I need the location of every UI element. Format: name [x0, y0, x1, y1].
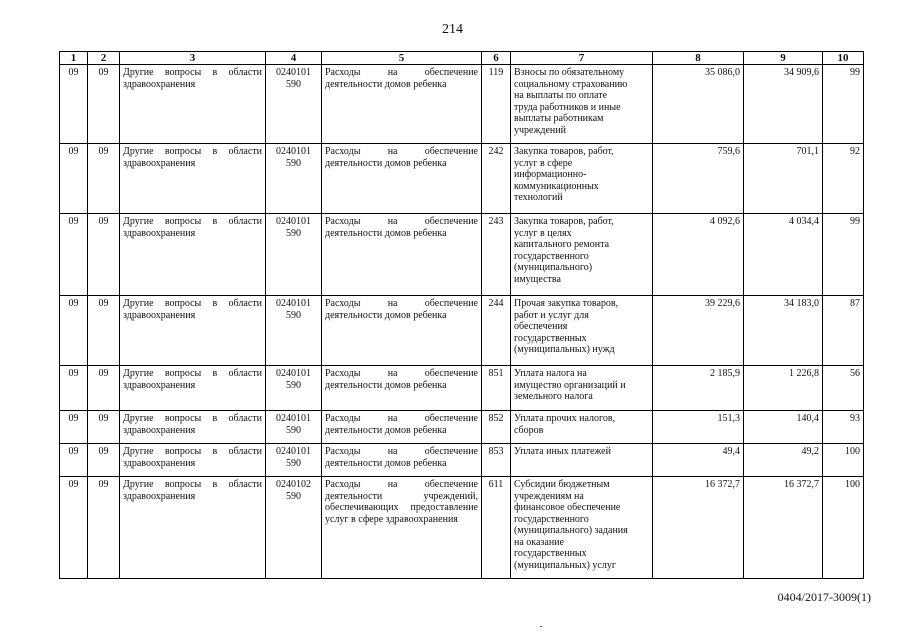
expense-type-line: (муниципального) задания: [514, 525, 628, 536]
section-code: 09: [60, 411, 88, 444]
expense-description-line: деятельности домов ребенка: [325, 309, 447, 321]
expense-type-line: на выплаты по оплате: [514, 90, 608, 101]
section-code: 09: [60, 144, 88, 214]
expense-description: [322, 296, 482, 366]
expense-type-name: [511, 296, 653, 366]
section-name-line: здравоохранения: [123, 309, 196, 321]
expense-description-line: Расходы на обеспечение: [325, 413, 478, 424]
section-code: 09: [60, 477, 88, 579]
section-name-line: здравоохранения: [123, 157, 196, 169]
expense-description: [322, 214, 482, 296]
header-cell: 6: [482, 52, 511, 65]
section-code: 09: [60, 366, 88, 411]
section-code: 09: [60, 296, 88, 366]
target-article-line: 590: [286, 227, 301, 239]
target-article-code: [266, 214, 322, 296]
expense-type-line: услуг в целях: [514, 227, 572, 239]
expense-type-name: [511, 214, 653, 296]
header-cell: 7: [511, 52, 653, 65]
expense-type-line: выплаты работникам: [514, 113, 604, 124]
execution-percent: 99: [823, 65, 864, 144]
expense-type-line: Субсидии бюджетным: [514, 479, 610, 490]
expense-type-line: Закупка товаров, работ,: [514, 146, 614, 157]
expense-description: [322, 477, 482, 579]
expense-type-line: на оказание: [514, 536, 564, 548]
scan-dot: [540, 626, 542, 627]
section-name-line: Другие вопросы в области: [123, 413, 262, 424]
expense-type-code: 852: [482, 411, 511, 444]
expense-type-code: 244: [482, 296, 511, 366]
header-cell: 5: [322, 52, 482, 65]
target-article-line: 590: [286, 424, 301, 436]
target-article-line: 0240101: [276, 298, 311, 309]
expense-type-line: работ и услуг для: [514, 309, 589, 321]
table-row: [60, 65, 864, 144]
document-code: 0404/2017-3009(1): [777, 590, 871, 604]
header-row: [60, 52, 864, 65]
section-name: [120, 366, 266, 411]
header-cell: 1: [60, 52, 88, 65]
executed-amount: 140,4: [744, 411, 823, 444]
expense-type-line: технологий: [514, 192, 563, 203]
table-row: [60, 444, 864, 477]
expense-description-line: Расходы на обеспечение: [325, 67, 478, 78]
executed-amount: 34 183,0: [744, 296, 823, 366]
section-name-line: Другие вопросы в области: [123, 146, 262, 157]
page-number: 214: [442, 22, 463, 37]
table-row: [60, 366, 864, 411]
expense-type-line: (муниципальных) нужд: [514, 344, 615, 355]
target-article-line: 0240101: [276, 413, 311, 424]
executed-amount: 4 034,4: [744, 214, 823, 296]
expense-description-line: деятельности домов ребенка: [325, 227, 447, 239]
section-name: [120, 444, 266, 477]
section-name-line: здравоохранения: [123, 227, 196, 239]
expense-type-name: [511, 144, 653, 214]
header-cell: 4: [266, 52, 322, 65]
approved-amount: 4 092,6: [653, 214, 744, 296]
subsection-code: 09: [88, 477, 120, 579]
expense-type-line: Взносы по обязательному: [514, 67, 625, 78]
execution-percent: 100: [823, 477, 864, 579]
section-code: 09: [60, 214, 88, 296]
target-article-code: [266, 65, 322, 144]
subsection-code: 09: [88, 411, 120, 444]
expense-description: [322, 366, 482, 411]
expense-description-line: Расходы на обеспечение: [325, 368, 478, 379]
section-name-line: здравоохранения: [123, 379, 196, 391]
target-article-code: [266, 411, 322, 444]
expense-type-code: 853: [482, 444, 511, 477]
expense-type-line: (муниципального): [514, 262, 593, 273]
expense-type-name: [511, 444, 653, 477]
expense-description-line: деятельности домов ребенка: [325, 424, 447, 436]
section-name-line: Другие вопросы в области: [123, 216, 262, 227]
target-article-line: 0240101: [276, 368, 311, 379]
target-article-line: 0240102: [276, 479, 311, 490]
section-name: [120, 411, 266, 444]
expense-description-line: деятельности учреждений,: [325, 490, 478, 502]
table-row: [60, 477, 864, 579]
expense-type-line: учреждений: [514, 124, 566, 136]
section-name-line: Другие вопросы в области: [123, 298, 262, 309]
expense-type-line: государственного: [514, 250, 589, 262]
header-cell: 2: [88, 52, 120, 65]
section-name-line: Другие вопросы в области: [123, 446, 262, 457]
target-article-line: 590: [286, 78, 301, 90]
approved-amount: 49,4: [653, 444, 744, 477]
expense-type-line: социальному страхованию: [514, 78, 628, 90]
section-name: [120, 65, 266, 144]
subsection-code: 09: [88, 65, 120, 144]
section-name-line: Другие вопросы в области: [123, 67, 262, 78]
section-name-line: здравоохранения: [123, 490, 196, 502]
expense-description: [322, 144, 482, 214]
section-name: [120, 144, 266, 214]
expense-type-code: 243: [482, 214, 511, 296]
expense-type-line: Уплата налога на: [514, 368, 587, 379]
expense-description-line: деятельности домов ребенка: [325, 157, 447, 169]
table-row: [60, 214, 864, 296]
expense-description-line: Расходы на обеспечение: [325, 446, 478, 457]
expense-type-line: Прочая закупка товаров,: [514, 298, 619, 309]
expense-type-line: обеспечения: [514, 321, 568, 332]
subsection-code: 09: [88, 366, 120, 411]
expense-type-line: (муниципальных) услуг: [514, 559, 616, 571]
table-row: [60, 411, 864, 444]
subsection-code: 09: [88, 296, 120, 366]
section-name-line: здравоохранения: [123, 457, 196, 469]
execution-percent: 87: [823, 296, 864, 366]
execution-percent: 92: [823, 144, 864, 214]
expense-type-line: государственного: [514, 513, 589, 525]
header-cell: 9: [744, 52, 823, 65]
target-article-line: 0240101: [276, 146, 311, 157]
expense-type-line: Закупка товаров, работ,: [514, 216, 614, 227]
subsection-code: 09: [88, 214, 120, 296]
approved-amount: 2 185,9: [653, 366, 744, 411]
expense-type-name: [511, 65, 653, 144]
expense-type-line: финансовое обеспечение: [514, 502, 621, 513]
expense-type-line: учреждениям на: [514, 490, 584, 502]
table-row: [60, 144, 864, 214]
target-article-code: [266, 366, 322, 411]
section-name-line: Другие вопросы в области: [123, 368, 262, 379]
header-cell: 10: [823, 52, 864, 65]
expense-type-line: имущество организаций и: [514, 379, 626, 391]
expense-description-line: Расходы на обеспечение: [325, 216, 478, 227]
expense-type-code: 611: [482, 477, 511, 579]
section-name-line: Другие вопросы в области: [123, 479, 262, 490]
execution-percent: 99: [823, 214, 864, 296]
header-cell: 3: [120, 52, 266, 65]
expense-type-line: имущества: [514, 273, 561, 285]
expense-type-line: Уплата прочих налогов,: [514, 413, 616, 424]
executed-amount: 1 226,8: [744, 366, 823, 411]
budget-table: [59, 51, 864, 579]
section-code: 09: [60, 65, 88, 144]
expense-description-line: деятельности домов ребенка: [325, 78, 447, 90]
table-row: [60, 296, 864, 366]
expense-description-line: Расходы на обеспечение: [325, 298, 478, 309]
target-article-line: 0240101: [276, 446, 311, 457]
section-name-line: здравоохранения: [123, 78, 196, 90]
expense-type-code: 851: [482, 366, 511, 411]
expense-type-line: труда работников и иные: [514, 101, 621, 113]
target-article-line: 590: [286, 457, 301, 469]
target-article-line: 590: [286, 379, 301, 391]
expense-type-line: коммуникационных: [514, 180, 599, 192]
expense-description-line: Расходы на обеспечение: [325, 479, 478, 490]
execution-percent: 100: [823, 444, 864, 477]
subsection-code: 09: [88, 144, 120, 214]
target-article-line: 590: [286, 309, 301, 321]
expense-type-line: сборов: [514, 424, 544, 436]
target-article-code: [266, 444, 322, 477]
expense-type-line: услуг в сфере: [514, 157, 573, 169]
header-cell: 8: [653, 52, 744, 65]
expense-description: [322, 65, 482, 144]
expense-type-line: государственных: [514, 332, 587, 344]
expense-description-line: обеспечивающих предоставление услуг в сфере здравоохранения: [325, 502, 478, 525]
section-name: [120, 477, 266, 579]
expense-type-line: государственных: [514, 548, 587, 559]
section-name: [120, 214, 266, 296]
executed-amount: 701,1: [744, 144, 823, 214]
approved-amount: 39 229,6: [653, 296, 744, 366]
target-article-code: [266, 477, 322, 579]
expense-type-line: земельного налога: [514, 391, 593, 402]
expense-description-line: деятельности домов ребенка: [325, 457, 447, 469]
target-article-code: [266, 296, 322, 366]
execution-percent: 93: [823, 411, 864, 444]
executed-amount: 49,2: [744, 444, 823, 477]
section-name: [120, 296, 266, 366]
expense-type-line: Уплата иных платежей: [514, 446, 611, 457]
subsection-code: 09: [88, 444, 120, 477]
expense-type-name: [511, 411, 653, 444]
expense-description-line: Расходы на обеспечение: [325, 146, 478, 157]
execution-percent: 56: [823, 366, 864, 411]
expense-type-name: [511, 366, 653, 411]
target-article-line: 0240101: [276, 67, 311, 78]
approved-amount: 759,6: [653, 144, 744, 214]
section-code: 09: [60, 444, 88, 477]
executed-amount: 34 909,6: [744, 65, 823, 144]
expense-description: [322, 411, 482, 444]
expense-description: [322, 444, 482, 477]
target-article-line: 590: [286, 490, 301, 502]
target-article-code: [266, 144, 322, 214]
approved-amount: 35 086,0: [653, 65, 744, 144]
section-name-line: здравоохранения: [123, 424, 196, 436]
target-article-line: 0240101: [276, 216, 311, 227]
expense-type-name: [511, 477, 653, 579]
approved-amount: 151,3: [653, 411, 744, 444]
target-article-line: 590: [286, 157, 301, 169]
approved-amount: 16 372,7: [653, 477, 744, 579]
expense-description-line: деятельности домов ребенка: [325, 379, 447, 391]
expense-type-line: капитального ремонта: [514, 239, 610, 250]
expense-type-code: 242: [482, 144, 511, 214]
expense-type-line: информационно-: [514, 169, 587, 180]
executed-amount: 16 372,7: [744, 477, 823, 579]
expense-type-code: 119: [482, 65, 511, 144]
